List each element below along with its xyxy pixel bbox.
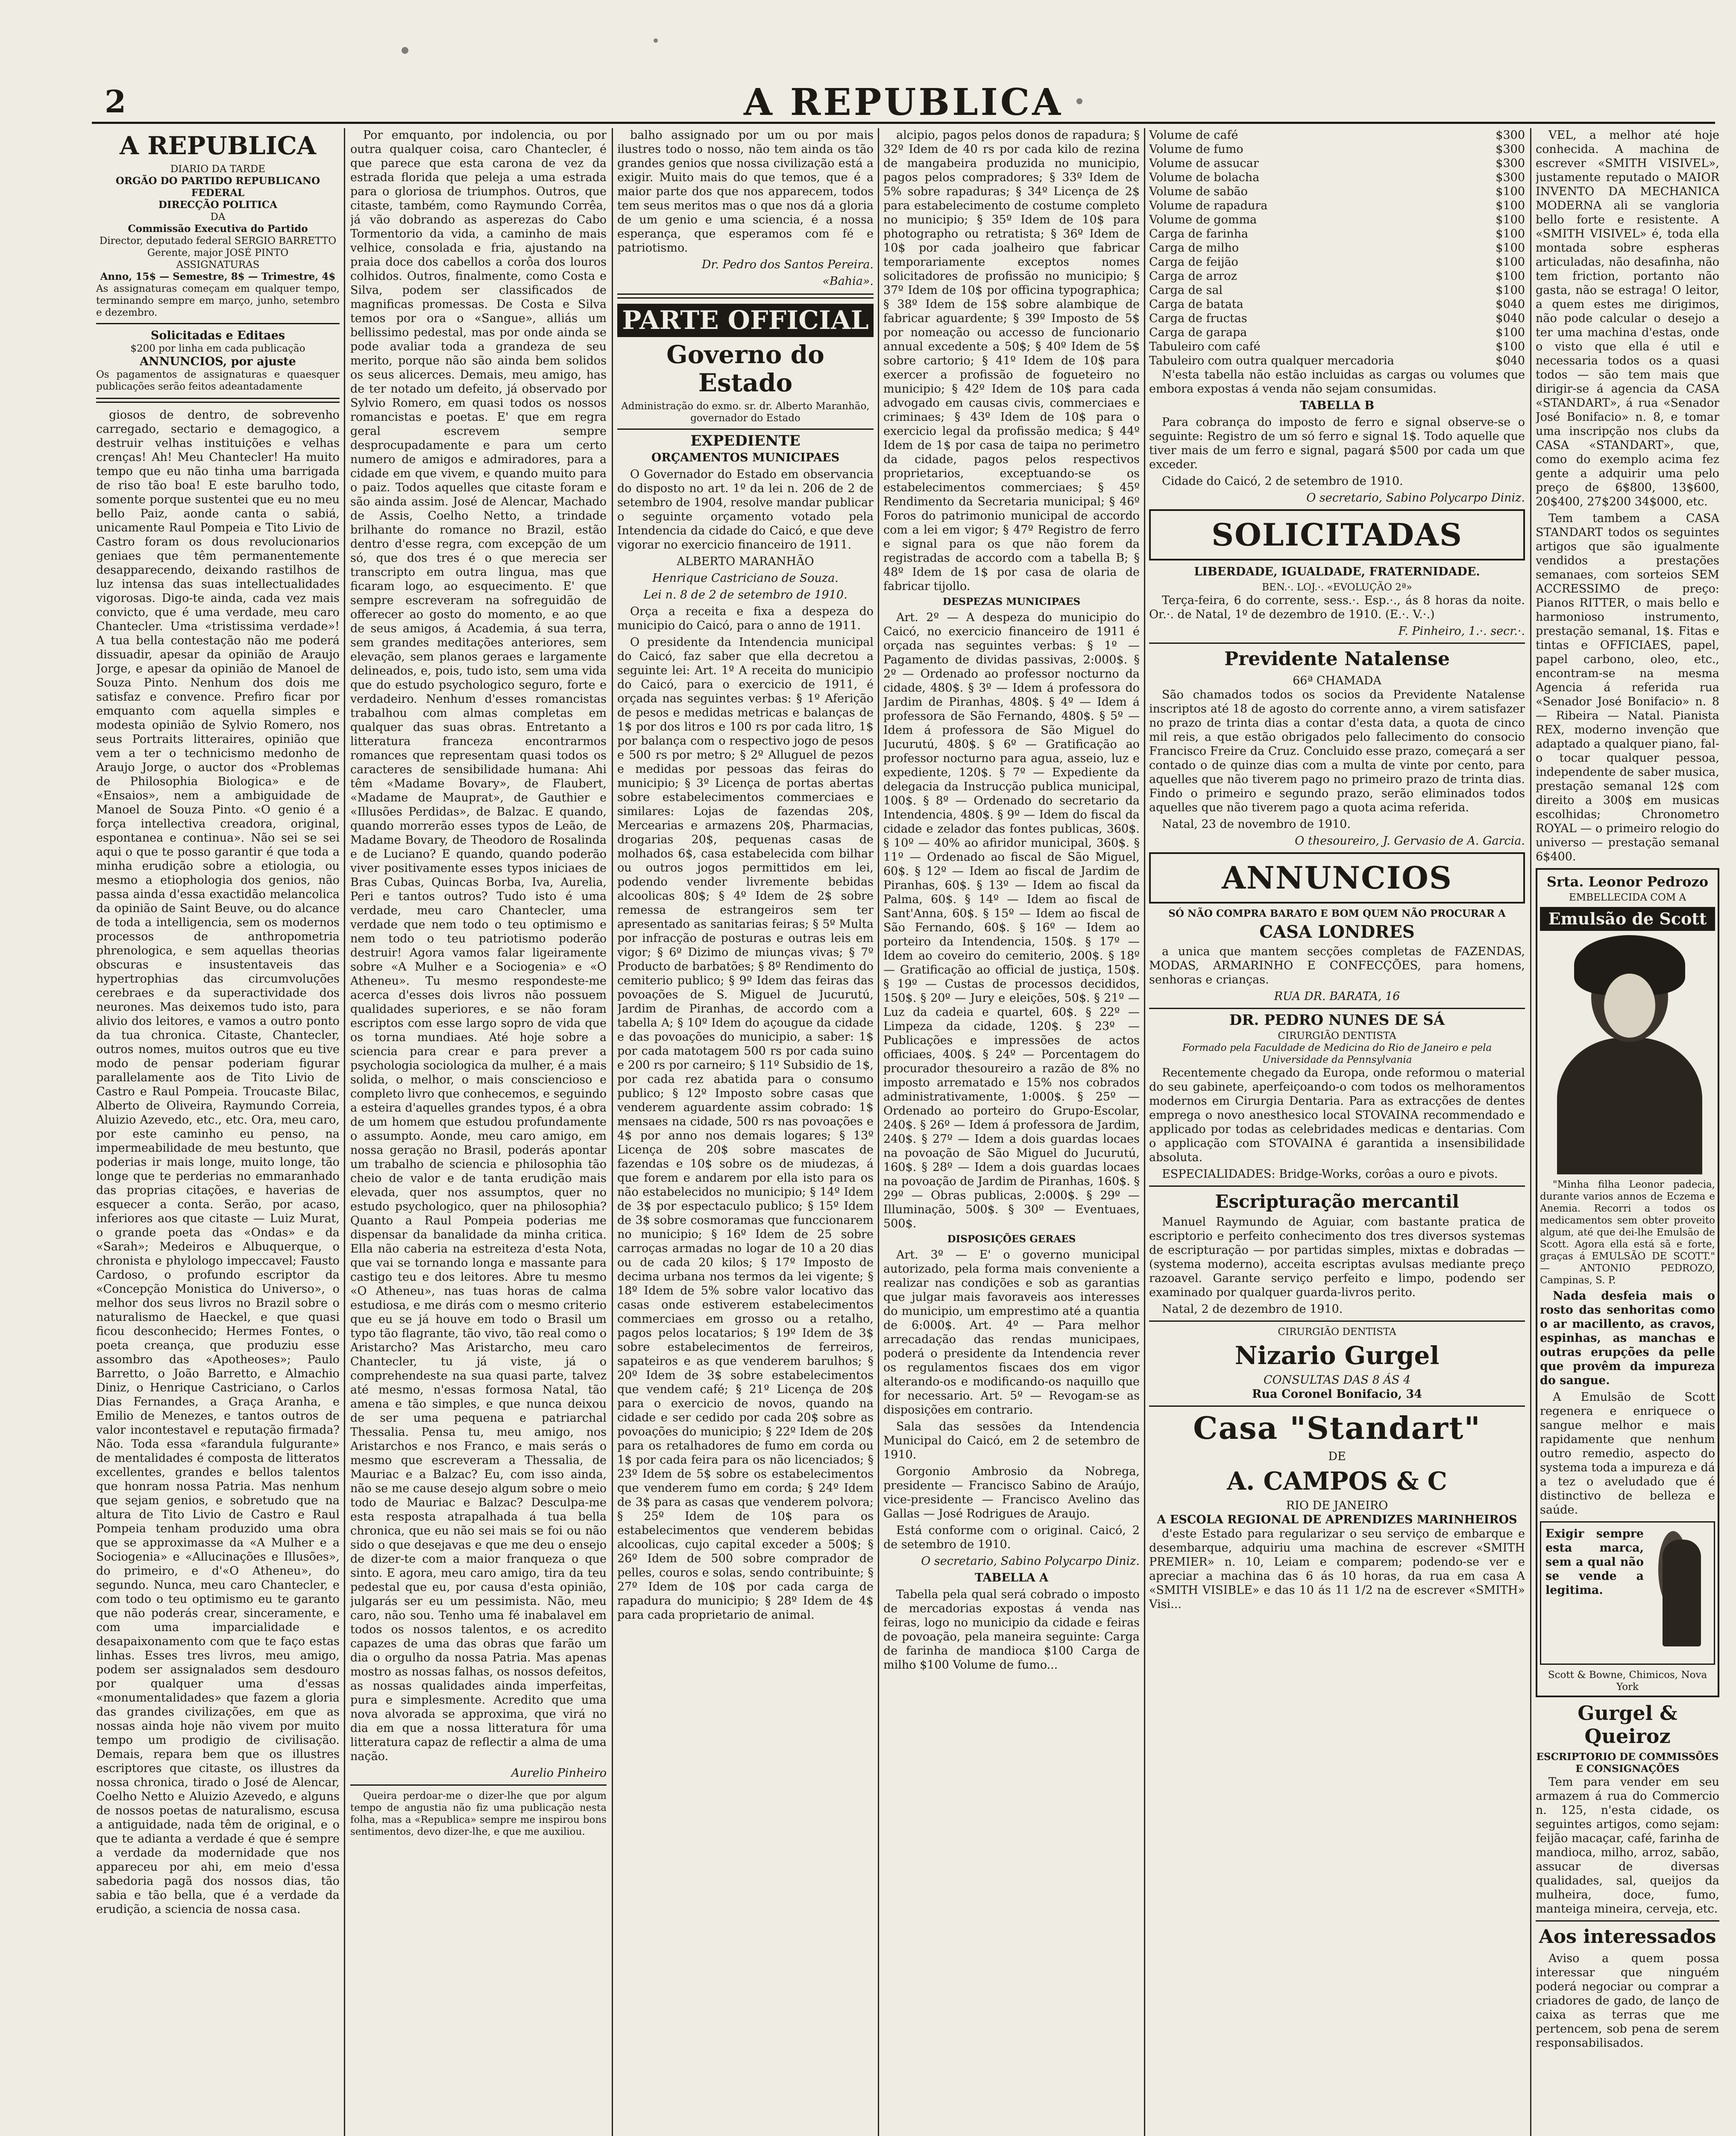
scott-warning: Exigir sempre esta marca, sem a qual não se vende a legitima. (1545, 1527, 1644, 1597)
tariff-row (1149, 283, 1525, 297)
escola-title: A ESCOLA REGIONAL DE APRENDIZES MARINHEIROS (1157, 1513, 1517, 1526)
gurgel-body: Tem para vender em seu armazem á rua do Commercio n. 125, n'esta cidade, os seguintes artigos, como sejam: feijão macaçar, café, farinha de mandioca, milho, arroz, sabão, assucar de diversas qualidades, sal, queijos da mulheira, doce, fumo, manteiga mineira, cerveja, etc. (1536, 1775, 1719, 1916)
page-header (92, 83, 1715, 124)
lodge-name: BEN.·. LOJ.·. «EVOLUÇÃO 2ª» (1262, 582, 1412, 593)
tariff-item: Carga de sal (1149, 284, 1223, 297)
tariff-value: $100 (1496, 199, 1525, 212)
tariff-item: Volume de rapadura (1149, 199, 1268, 212)
table-b-date: Cidade do Caicó, 2 de setembro de 1910. (1162, 475, 1403, 488)
tariff-item: Volume de assucar (1149, 157, 1259, 170)
divider (350, 1784, 607, 1786)
tariff-value: $100 (1496, 255, 1525, 269)
scott-ad (1536, 868, 1719, 1697)
closing-line: Sala das sessões da Intendencia Municipal do Caicó, em 2 de setembro de 1910. (883, 1420, 1140, 1461)
tariff-value: $300 (1496, 129, 1525, 142)
previdente-date: Natal, 23 de novembro de 1910. (1162, 818, 1351, 831)
journal-subtitle: DIARIO DA TARDE (170, 164, 266, 175)
londres-line: SÓ NÃO COMPRA BARATO E BOM QUEM NÃO PROCURAR A (1168, 908, 1506, 919)
dentist-subtitle: Formado pela Faculdade de Medicina do Rio de Janeiro e pela Universidade da Pennsylvania (1182, 1042, 1492, 1065)
previdente-title: Previdente Natalense (1224, 648, 1450, 670)
scott-body: A Emulsão de Scott regenera e enriquece o sangue melhor e mais rapidamente que nenhum outro remedio, aspecto do systema toda a impureza e dá a tez o aveludado que é distinctivo de belleza e saúde. (1540, 1391, 1715, 1517)
aos-body: Aviso a quem possa interessar que ninguém poderá negociar ou comprar a criadores de gado, de lanço de caixa as terras que me pertencem, sob pena de serem responsabilisados. (1536, 1952, 1719, 2050)
column-rule (1530, 128, 1531, 2136)
previdente-sign: O thesoureiro, J. Gervasio de A. Garcia. (1295, 834, 1525, 848)
escripturacao-date: Natal, 2 de dezembro de 1910. (1162, 1303, 1343, 1316)
tariff-item: Carga de fructas (1149, 312, 1247, 325)
tariff-item: Carga de arroz (1149, 270, 1237, 283)
tariff-row (1149, 326, 1525, 340)
tariff-note: N'esta tabella não estão incluidas as cargas ou volumes que embora expostas á venda não sejam consumidas. (1149, 368, 1525, 396)
tariff-value: $100 (1496, 340, 1525, 353)
lodge-body: Terça-feira, 6 do corrente, sess.·. Esp.·., ás 8 horas da noite. Or.·. de Natal, 1º de dezembro de 1910. (E.·. V.·.) (1149, 594, 1525, 621)
subscription-prices: Anno, 15$ — Semestre, 8$ — Trimestre, 4$ (100, 271, 336, 282)
page-number: 2 (105, 83, 126, 120)
column-4 (883, 128, 1140, 2136)
divider (617, 293, 874, 299)
scott-name: Srta. Leonor Pedrozo (1546, 874, 1709, 890)
dentist-specialties: ESPECIALIDADES: Bridge-Works, corôas a ouro e pivots. (1162, 1168, 1498, 1181)
tariff-row (1149, 142, 1525, 156)
tariff-item: Volume de gomma (1149, 213, 1257, 226)
tariff-row (1149, 128, 1525, 142)
scott-trademark-emblem (1540, 1521, 1715, 1665)
decree-text: O Governador do Estado em observancia do disposto no art. 1º da lei n. 206 de 2 de setembro de 1904, resolve mandar publicar o seguinte orçamento votado pela Intendencia da cidade do Caicó, e que deve vigorar no exercicio financeiro de 1911. (617, 468, 874, 552)
tariff-item: Carga de milho (1149, 241, 1239, 255)
tariff-row (1149, 311, 1525, 326)
tariff-row (1149, 213, 1525, 227)
scott-footer: Scott & Bowne, Chimicos, Nova York (1548, 1669, 1707, 1693)
org-line: Commissão Executiva do Partido (128, 223, 308, 235)
tariff-row (1149, 199, 1525, 213)
standart-sub: DE (1328, 1450, 1346, 1463)
tariff-value: $100 (1496, 241, 1525, 255)
tariff-value: $040 (1496, 312, 1525, 325)
gurgel-subtitle: ESCRIPTORIO DE COMMISSÕES E CONSIGNAÇÕES (1536, 1751, 1719, 1775)
law-line: Lei n. 8 de 2 de setembro de 1910. (643, 588, 847, 601)
article-signature: Dr. Pedro dos Santos Pereira. (701, 258, 874, 271)
footnote: Queira perdoar-me o dizer-lhe que por algum tempo de angustia não fiz uma publicação nesta folha, mas a «Republica» sempre me inspirou bons sentimentos, devo dizer-lhe, e que me auxiliou. (350, 1790, 607, 1837)
divider (1149, 1008, 1525, 1009)
scott-tag: EMBELLECIDA COM A (1569, 892, 1686, 903)
tariff-row (1149, 340, 1525, 354)
expenses-body: Art. 2º — A despeza do municipio do Caicó, no exercicio financeiro de 1911 é orçada nas seguintes verbas: § 1º — Pagamento de dividas passivas, 2:000$. § 2º — Ordenado ao professor nocturno da cidade, 480$. § 3º — Idem á professora do Jardim de Piranhas, 480$. § 4º — Idem á professora de São Fernando, 480$. § 5º — Idem á professora de São Miguel do Jucurutú, 480$. § 6º — Gratificação ao professor nocturno para agua, asseio, luz e expediente, 120$. § 7º — Expediente da delegacia da Instrucção publica municipal, 100$. § 8º — Ordenado do secretario da Intendencia, 480$. § 9º — Idem do fiscal da cidade e zelador das fontes publicas, 360$. § 10º — 40% ao afiridor municipal, 360$. § 11º — Ordenado ao fiscal de São Miguel, 60$. § 12º — Idem ao fiscal de Jardim de Piranhas, 60$. § 13º — Idem ao fiscal da Palma, 60$. § 14º — Idem ao fiscal de Sant'Anna, 60$. § 15º — Idem ao fiscal de São Fernando, 60$. § 16º — Idem ao porteiro da Intendencia, 150$. § 17º — Idem ao coveiro do cemiterio, 200$. § 18º — Gratificação ao official de justiça, 150$. § 19º — Custas de processos decididos, 150$. § 20º — Jury e eleições, 50$. § 21º — Luz da cadeia e quartel, 60$. § 22º — Limpeza da cidade, 120$. § 23º — Publicações e impressões de actos officiaes, 400$. § 24º — Porcentagem do procurador thesoureiro a razão de 8% no imposto arrematado e 15% nos cobrados administrativamente, 1:000$. § 25º — Ordenado ao porteiro do Grupo-Escolar, 240$. § 26º — Idem á professora de Jardim, 240$. § 27º — Idem a dois guardas locaes na povoação de São Miguel do Jucurutú, 160$. § 28º — Idem a dois guardas locaes na povoação de Jardim de Piranhas, 160$. § 29º — Obras publicas, 2:000$. § 29º — Illuminação, 500$. § 30º — Eventuaes, 500$. (883, 611, 1140, 1230)
solicitadas-title: SOLICITADAS (1211, 516, 1463, 553)
column-1 (96, 128, 340, 2136)
section-title: ORÇAMENTOS MUNICIPAES (651, 451, 840, 464)
table-b-title: TABELLA B (1299, 399, 1375, 412)
tariff-item: Tabuleiro com café (1149, 340, 1261, 353)
expediente-title: EXPEDIENTE (690, 432, 801, 449)
scott-quote: "Minha filha Leonor padecia, durante varios annos de Eczema e Anemia. Recorri a todos os medicamentos sem obter proveito algum, até que dei-lhe Emulsão de Scott. Agora ella está sã e forte, graças á EMULSÃO DE SCOTT." — ANTONIO PEDROZO, Campinas, S. P. (1540, 1179, 1715, 1286)
column-2 (350, 128, 607, 2136)
tariff-item: Carga de farinha (1149, 227, 1248, 241)
general-provisions-title: DISPOSIÇÕES GERAES (947, 1233, 1076, 1245)
column-3 (617, 128, 874, 2136)
column-5 (1149, 128, 1525, 2136)
tariff-row (1149, 269, 1525, 283)
tariff-value: $100 (1496, 284, 1525, 297)
tariff-item: Tabuleiro com outra qualquer mercadoria (1149, 354, 1394, 367)
annuncios-title: ANNUNCIOS (1222, 860, 1452, 896)
londres-body: a unica que mantem secções completas de FAZENDAS, MODAS, ARMARINHO E CONFECÇÕES, para homens, senhoras e crianças. (1149, 945, 1525, 986)
countersigned: Henrique Castriciano de Souza. (652, 572, 839, 585)
table-b-body: Para cobrança do imposto de ferro e signal observe-se o seguinte: Registro de um só ferro e signal 1$. Todo aquelle que tiver mais de um ferro e signal, pagará $500 por cada um que exceder. (1149, 416, 1525, 471)
tariff-value: $300 (1496, 143, 1525, 156)
journal-title: A REPUBLICA (120, 131, 316, 160)
solicitadas-box (1149, 509, 1525, 560)
divider (1149, 1405, 1525, 1407)
tariff-item: Carga de feijão (1149, 255, 1238, 269)
solicit-label: Solicitadas e Editaes (150, 329, 285, 342)
article-signature: Aurelio Pinheiro (511, 1766, 607, 1780)
aos-title: Aos interessados (1539, 1926, 1716, 1948)
tariff-value: $040 (1496, 354, 1525, 367)
table-b-sign: O secretario, Sabino Polycarpo Diniz. (1306, 491, 1525, 505)
standart-body: Tem tambem a CASA STANDART todos os seguintes artigos que são igualmente vendidos a prestações semanaes, com sorteios SEM ACCRESSIMO de preço: Pianos RITTER, o mais bello e harmonioso instrumento, prestação semanal, 1$. Fitas e tintas e OFFICIAES, papel, papel carbono, oleo, etc., encontram-se na mesma Agencia á referida rua «Senador José Bonifacio» n. 8 — Ribeira — Natal. Pianista REX, moderno invenção que adaptado a qualquer piano, fal-o tocar qualquer pessoa, independente de saber musica, prestação semanal 12$ com direito a 300$ em musicas escolhidas; Chronometro ROYAL — o primeiro relogio do universo — prestação semanal 6$400. (1536, 512, 1719, 863)
org-line: DIRECÇÃO POLITICA (158, 199, 278, 211)
divider (1536, 1920, 1719, 1922)
divider (1149, 643, 1525, 644)
previdente-call: 66ª CHAMADA (1293, 674, 1381, 687)
previdente-body: São chamados todos os socios da Previdente Natalense inscriptos até 18 de agosto do corrente anno, a virem satisfazer no prazo de trinta dias a contar d'esta data, a quota de cinco mil reis, a que estão obrigados pelo fallecimento do consocio Francisco Freire da Cruz. Concluido esse prazo, começará a ser contado o de quinze dias com a multa de vinte por cento, para aquelles que não tiverem pago no primeiro prazo de trinta dias. Findo o primeiro e segundo prazo, serão eliminados todos aquelles que não tiverem pago a quota acima referida. (1149, 688, 1525, 814)
lodge-sign: F. Pinheiro, 1.·. secr.·. (1398, 625, 1525, 638)
nizario-address: Rua Coronel Bonifacio, 34 (1252, 1388, 1422, 1401)
tariff-item: Volume de bolacha (1149, 171, 1260, 184)
tariff-row (1149, 241, 1525, 255)
article-text: giosos de dentro, de sobrevenho carregado, sectario e demagogico, a destruir velhas instituições e velhas crenças! Ah! Meu Chantecler! Ha muito tempo que eu não tinha uma barrigada de riso tão boa! E este barulho todo, somente porque sustentei que eu no meu bello Paiz, aonde canta o sabiá, unicamente Raul Pompeia e Tito Livio de Castro foram os dous revolucionarios geniaes que têm permanentemente desapparecendo, deixando rastilhos de luz intensa das suas intellectualidades vigorosas. Digo-te ainda, cada vez mais convicto, que é uma verdade, meu caro Chantecler. Uma «tristissima verdade»! A tua bella contestação não me poderá dissuadir, apesar da opinião de Araujo Jorge, e apesar da opinião de Manoel de Souza Pinto. Nenhum dos dois me satisfaz e convence. Prefiro ficar por emquanto com aquella simples e modesta opinião de Sylvio Romero, nos seus Portraits litteraires, opinião que vem a ter o technicismo medonho de Araujo Jorge, o auctor dos «Problemas de Philosophia Biologica» e de «Ensaios», nem a ambiguidade de Manoel de Souza Pinto. «O genio é a força intellectiva creadora, original, espontanea e continua». Não sei se sei aqui o que te posso garantir é que toda a minha erudição sobre a etiologia, ou mesmo a etiophologia dos genios, não passa ainda d'essa exactidão melancolica da opinião de Saint Beuve, ou do alcance de toda a intelligencia, sem os modernos processos de anthropometria phrenologica, e sem aquellas theorias obscuras e insustentaveis das hypertrophias das circumvoluções cerebraes e da superactividade dos neurones. Mas deixemos tudo isto, para alivio dos leitores, e vamos a outro ponto da tua chronica. Citaste, Chantecler, outros nomes, muitos outros que eu tive modo de pensar poderiam figurar parallelamente aos de Tito Livio de Castro e Raul Pompeia. Troucaste Bilac, Alberto de Oliveira, Raymundo Correia, Aluizio Azevedo, etc., etc. Ora, meu caro, por este caminho eu penso, na impermeabilidade de meu bestunto, que poderias ir mais longe, muito longe, tão longe que te perderias no emmaranhado das proprias citações, e haverias de esquecer a conta. Serão, por acaso, inferiores aos que citaste — Luiz Murat, o grande poeta das «Ondas» e da «Sarah»; Medeiros e Albuquerque, o chronista e phylologo impeccavel; Fausto Cardoso, o profundo escriptor da «Concepção Monistica do Universo», o melhor dos seus livros no Brazil sobre o naturalismo de Haeckel, e que quasi ficou desconhecido; Hermes Fontes, o poeta creança, que produziu esse assombro das «Apotheoses»; Paulo Barretto, o João Barretto, e Almachio Diniz, o Henrique Castriciano, o Carlos Dias Fernandes, a Graça Aranha, e Emilio de Menezes, e tantos outros de valor incontestavel e reputação firmada? Não. Toda essa «farandula fulgurante» de mentalidades é composta de litteratos excellentes, grandes e bellos talentos que honram nossa Patria. Mas nenhum que sejam genios, e sobretudo que na altura de Tito Livio de Castro e Raul Pompeia tenham produzido uma obra que se approximasse da «A Mulher e a Sociogenia» e «Allucinações e Illusões», do primeiro, e d'«O Atheneu», do segundo. Nunca, meu caro Chantecler, e com todo o teu optimismo eu te garanto que não poderás crear, sinceramente, e com uma imparcialidade e desapaixonamento com que te faço estas linhas. Esses tres livros, meu amigo, podem ser assignalados sem desdouro por qualquer uma d'essas «monumentalidades» que fazem a gloria das grandes civilizações, em que as nossas ainda hoje não vivem por muito tempo um prodigio de civilisação. Demais, repara bem que os illustres escriptores que citaste, os illustres da nossa chronica, tirado o José de Alencar, Coelho Netto e Aluizio Azevedo, e alguns de nossos poetas de naturalismo, escusa a antiguidade, nada têm de original, e o que te adianta a verdade é que é sempre a verdade da modernidade que nos appareceu por ahi, em meio d'essa sabedoria pagã dos nossos dias, tão sabia e tão bella, que é a verdade da erudição, a sciencia de nossa casa. (96, 408, 340, 1916)
tariff-table (1149, 128, 1525, 368)
subscriptions-title: ASSIGNATURAS (176, 259, 260, 270)
subscription-note: As assignaturas começam em qualquer tempo, terminando sempre em março, junho, setembro e dezembro. (96, 283, 340, 318)
article-signature-place: «Bahia». (822, 275, 874, 288)
escola-body: d'este Estado para regularizar o seu serviço de embarque e desembarque, adquiriu uma machina de escrever «SMITH PREMIER» n. 10, Leiam e comparem; podendo-se ver e apreciar a machina das 6 ás 10 horas, da rua em casa A «SMITH VISIBLE» e das 10 ás 11 1/2 na de escrever «SMITH» Visi... (1149, 1527, 1525, 1611)
org-line: DA (210, 211, 226, 223)
divider (96, 323, 340, 324)
portrait-illustration (1540, 935, 1715, 1174)
tariff-item: Carga de garapa (1149, 326, 1247, 339)
divider (1149, 1185, 1525, 1187)
campos-city: RIO DE JANEIRO (1286, 1499, 1388, 1512)
tariff-item: Volume de fumo (1149, 143, 1243, 156)
expenses-title: DESPEZAS MUNICIPAES (942, 596, 1081, 607)
signed-by: ALBERTO MARANHÃO (677, 555, 814, 568)
column-6 (1536, 128, 1719, 2136)
tariff-value: $100 (1496, 270, 1525, 283)
nizario-name: Nizario Gurgel (1235, 1341, 1440, 1370)
tariff-item: Carga de batata (1149, 298, 1243, 311)
law-body: O presidente da Intendencia municipal do Caicó, faz saber que ella decretou a seguinte lei: Art. 1º A receita do municipio do Caicó, para o exercicio de 1911, é orçada nas seguintes verbas: § 1º Aferição de pesos e medidas metricas e balanças de 1$ por dos litros e 100 rs por cada litro, 1$ por balança com o respectivo jogo de pesos e 500 rs por metro; § 2º Alluguel de pezos e medidas por pessoas das feiras do municipio; § 3º Licença de portas abertas sobre estabelecimentos commerciaes e similares: Lojas de fazendas 20$, Mercearias e armazens 20$, Pharmacias, drogarias 20$, pequenas casas de molhados 6$, casa estabelecida com bilhar ou outros jogos permittidos em lei, podendo vender livremente bebidas alcoolicas 80$; § 4º Idem de 2$ sobre remessa de estrangeiros sem ter apresentado as sanitarias feiras; § 5º Multa por infracção de posturas e outras leis em vigor; § 6º Dizimo de miunças vivas; § 7º Producto de barbatões; § 8º Rendimento do cemiterio publico; § 9º Idem das feiras das povoações de S. Miguel de Jucurutú, Jardim de Piranhas, de accordo com a tabella A; § 10º Idem do açougue da cidade e das povoações do municipio, a saber: 1$ por cada matotagem 500 rs por cada suino e 200 rs por carneiro; § 11º Subsidio de 1$, por cada rez abatida para o consumo publico; § 12º Imposto sobre casas que venderem aguardente assim cobrado: 1$ mensaes na cidade, 500 rs nas povoações e 4$ por anno nos demais logares; § 13º Licença de 20$ sobre mascates de fazendas e 10$ sobre os de miudezas, á que forem e andarem por ella isto para os não estabelecidos no municipio; § 14º Idem de 3$ por espectaculo publico; § 15º Idem de 3$ sobre cosmoramas que funccionarem no municipio; § 16º Idem de 25 sobre carroças armadas no logar de 10 a 20 dias ou de cada 20 kilos; § 17º Imposto de decima urbana nos termos da lei vigente; § 18º Idem de 5% sobre valor locativo das casas onde estiverem estabelecimentos commerciaes em grosso ou a retalho, pagos pelos locatarios; § 19º Idem de 3$ sobre estabelecimentos de ferreiros, sapateiros e as que venderem barulhos; § 20º Idem de 3$ sobre estabelecimentos que vendem café; § 21º Licença de 20$ para o exercicio de novos, quando na cidade e ser cedido por cada 20$ sobre as povoações do municipio; § 22º Idem de 20$ para os retalhadores de fumo em corda ou 1$ por cada feira para os não licenciados; § 23º Idem de 5$ sobre os estabelecimentos que venderem fumo em corda; § 24º Idem de 3$ para as casas que venderem polvora; § 25º Idem de 10$ para os estabelecimentos que venderem bebidas alcoolicas, cujo capital exceder a 500$; § 26º Idem de 500 sobre comprador de pelles, couros e solas, sendo contribuinte; § 27º Idem de 10$ por cada carga de rapadura do municipio; § 28º Idem de 4$ para cada proprietario de animal. (617, 636, 874, 1622)
tariff-row (1149, 227, 1525, 241)
divider (96, 398, 340, 403)
law-body-continued: alcipio, pagos pelos donos de rapadura; § 32º Idem de 40 rs por cada kilo de rezina de mangabeira produzida no municipio, pagos pelos compradores; § 33º Idem de 5% sobre rapaduras; § 34º Licença de 2$ para estabelecimento de costume completo no municipio; § 35º Idem de 10$ para photographo ou retratista; § 36º Idem de 10$ por cada joalheiro que fabricar temporariamente exceptos nomes solicitadores de profissão no municipio; § 37º Idem de 10$ por officina typographica; § 38º Idem de 15$ sobre alambique de fabricar aguardente; § 39º Imposto de 5$ por nomeação ou accesso de funcionario annual excedente a 50$; § 40º Idem de 5$ sobre cartorio; § 41º Idem de 10$ para exercer a profissão de fogueteiro no municipio; § 42º Idem de 10$ para cada advogado em causas civis, commerciaes e criminaes; § 43º Idem de 10$ para o exercicio legal da profissão medica; § 44º Idem de 1$ por casa de taipa no perimetro da cidade, pagos pelos respectivos proprietarios, exceptuando-se os estabelecimentos commerciaes; § 45º Rendimento da Secretaria municipal; § 46º Foros do patrimonio municipal de accordo com a lei em vigor; § 47º Registro de ferro e signal para os que não forem da registradas de accordo com a tabella B; § 48º Idem de 1$ por casa de olaria de fabricar tijollo. (883, 129, 1140, 593)
londres-name: CASA LONDRES (1259, 922, 1415, 942)
column-rule (878, 128, 879, 2136)
tariff-value: $040 (1496, 298, 1525, 311)
gurgel-title: Gurgel & Queiroz (1578, 1702, 1677, 1748)
official-section-title: PARTE OFFICIAL (617, 304, 874, 337)
tariff-value: $100 (1496, 213, 1525, 226)
table-a-body: Tabella pela qual será cobrado o imposto de mercadorias expostas á venda nas feiras, logo no municipio da cidade e feiras de povoação, pela maneira seguinte: Carga de farinha de mandioca $100 Carga de milho $100 Volume de fumo... (883, 1588, 1140, 1672)
column-rule (344, 128, 345, 2136)
solicit-price: $200 por linha em cada publicação (130, 343, 305, 354)
scan-speck (402, 47, 408, 54)
director-line: Director, deputado federal SERGIO BARRETTO (99, 235, 337, 246)
scott-mid: Nada desfeia mais o rosto das senhoritas como o ar macillento, as cravos, espinhas, as manchas e outras erupções da pelle que provêm da impureza do sangue. (1540, 1289, 1715, 1387)
nizario-role: CIRURGIÃO DENTISTA (1278, 1326, 1396, 1338)
nizario-hours: CONSULTAS DAS 8 ÁS 4 (1263, 1373, 1411, 1387)
dentist-body: Recentemente chegado da Europa, onde reformou o material do seu gabinete, aperfeiçoando-o com todos os melhoramentos modernos em Cirurgia Dentaria. Para as extracções de dentes emprega o novo anesthesico local STOVAINA recommendado e applicado por todas as celebridades medicas e dentarias. Com o applicação com STOVAINA é garantida a insensibilidade absoluta. (1149, 1066, 1525, 1164)
dentist-role: CIRURGIÃO DENTISTA (1278, 1030, 1396, 1042)
tariff-row (1149, 170, 1525, 185)
tariff-value: $300 (1496, 171, 1525, 184)
signatories: Gorgonio Ambrosio da Nobrega, presidente — Francisco Sabino de Araújo, vice-presidente — Francisco Avelino das Gallas — José Rodrigues de Araujo. (883, 1465, 1140, 1520)
government-title: Governo do Estado (666, 340, 824, 397)
standart-title: Casa "Standart" (1193, 1410, 1481, 1446)
general-provisions-body: Art. 3º — E' o governo municipal autorizado, pela forma mais conveniente a realizar nas condições e sob as garantias que julgar mais favoraveis aos interesses do municipio, um emprestimo até a quantia de 6:000$. Art. 4º — Para melhor arrecadação das rendas municipaes, poderá o presidente da Intendencia rever os regulamentos fiscaes dos em vigor alterando-os e modificando-os naquillo que for necessario. Art. 5º — Revogam-se as disposições em contrario. (883, 1248, 1140, 1417)
manager-line: Gerente, major JOSÉ PINTO (147, 247, 289, 258)
article-text: Por emquanto, por indolencia, ou por outra qualquer coisa, caro Chantecler, é que parece que esta carona de vez da estrada florida que peleja a uma estrada para o gloriosa de triumphos. Outros, que citaste, também, como Raymundo Corrêa, já vão dobrando as asperezas do Cabo Tormentorio da vida, a caminho de mais velhice, consolada e fria, ajustando na praia doce dos cabellos a corôa dos louros colhidos. Outros, finalmente, como Costa e Silva, podem ser classificados de magnificas promessas. De Costa e Silva temos por ora o «Sangue», alliás um bellissimo pedestal, mas por onde ainda se pode avaliar toda a grandeza de seu merito, porque não são ainda bem solidos os seus alicerces. Demais, meu amigo, has de ter notado um defeito, já observado por Sylvio Romero, em quasi todos os nossos romancistas e poetas. E' que em regra geral escrevem sempre desprocupadamente e para um certo numero de amigos e admiradores, para a cidade em que vivem, e quando muito para o paiz. Todos aquelles que citaste foram e são ainda assim. José de Alencar, Machado de Assis, Coelho Netto, a trindade brilhante do romance no Brazil, estão dentro d'esse regra, com excepção de um só, que dos tres é o que merecia ser transcripto em outra lingua, mas que ficaram logo, ao esquecimento. E' que sempre escreveram na sofreguidão de offerecer ao gosto do momento, e ao que de seus amigos, á Academia, á sua terra, sem grandes meditações anteriores, sem elevação, sem planos geraes e largamente delineados, e, pois, tudo isto, sem uma vida que do estudo psychologico seguro, forte e verdadeiro. Nenhum d'esses romancistas trabalhou com almas completas em qualquer das suas obras. Entretanto a litteratura franceza encontrarmos romances que representam quasi todos os caracteres de sensibilidade humana: Ahi têm «Madame Bovary», de Flaubert, «Madame de Mauprat», de Gauthier e «Illusões Perdidas», de Balzac. E quando, quando morrerão esses typos de Leão, de Madame Bovary, de Theodoro de Rosalinda e de Luciano? E quando, quando poderão viver positivamente esses typos iniciaes de Bras Cubas, Quincas Borba, Iva, Aurelia, Peri e tantos outros? Tudo isto é uma verdade, meu caro Chantecler, uma verdade que nem todo o teu optimismo e nem todo o teu patriotismo poderão destruir! Agora vamos falar ligeiramente sobre «A Mulher e a Sociogenia» e «O Atheneu». Tu mesmo respondeste-me acerca d'esses dois livros não possuem qualidades superiores, e se não foram escriptos com esse largo sopro de vida que os torna mundiaes. Até hoje sobre a sciencia para crear e para prever a psychologia sociologica da mulher, é a mais solida, o melhor, o mais consciencioso e completo livro que conhecemos, e seguindo a esteira d'aquelles grandes typos, é a obra de um homem que estudou profundamente o assumpto. Aonde, meu caro amigo, em nossa geração no Brasil, poderás apontar um trabalho de sciencia e philosophia tão cheio de valor e de tanta erudição mais elevada, quer nos assumptos, quer no estudo psychologico, quer na philosophia? Quanto a Raul Pompeia poderias me dispensar da banalidade da minha critica. Ella não caberia na estreiteza d'esta Nota, que vai se tornando longa e massante para castigo teu e dos leitores. Abre tu mesmo «O Atheneu», nas tuas horas de calma estudiosa, e me dirás com o mesmo criterio que eu se já houve em todo o Brasil um typo tão flagrante, tão vivo, tão real como o Aristarcho? Mas Aristarcho, meu caro Chantecler, tu já viste, já o comprehendeste na sua quasi parte, talvez até mesmo, n'essas formosa Natal, tão amena e tão simples, e que nunca deixou de ser uma pequena e patriarchal Thessalia. Pensa tu, meu amigo, nos Aristarchos e nos Franco, e mais serás o mesmo que escreveram a Thessalia, de Mauriac e a Balzac? Eu, com isso ainda, não se me cause desejo algum sobre o meio todo de Mauriac e Balzac? Desculpa-me esta resposta atrapalhada á tua bella chronica, que eu não sei mais se foi ou não sido o que desejavas e que me deu o ensejo de dizer-te com a maior franqueza o que sinto. E agora, meu caro amigo, tira da teu pedestal que eu, por causa d'esta opinião, julgarás ser eu um pessimista. Não, meu caro, não sou. Tenho uma fé inabalavel em todos os nossos talentos, e os acredito capazes de uma das obras que farão um dia o orgulho da nossa Patria. Mas apenas mostro as nossas falhas, os nossos defeitos, as nossas qualidades ainda imperfeitas, pura e simplesmente. Acredito que uma nova alvorada se approxima, que virá no dia em que a nossa litteratura fôr uma litteratura capaz de reflectir a alma de uma nação. (350, 129, 607, 1763)
column-rule (1144, 128, 1145, 2136)
tariff-value: $100 (1496, 326, 1525, 339)
administration-line: Administração do exmo. sr. dr. Alberto Maranhão, governador do Estado (621, 401, 870, 424)
tariff-value: $100 (1496, 227, 1525, 241)
tariff-row (1149, 185, 1525, 199)
divider (617, 428, 874, 430)
solicitadas-motto: LIBERDADE, IGUALDADE, FRATERNIDADE. (1194, 565, 1480, 578)
tariff-item: Volume de sabão (1149, 185, 1248, 198)
tariff-row (1149, 156, 1525, 170)
tariff-row (1149, 255, 1525, 269)
law-title: Orça a receita e fixa a despeza do municipio do Caicó, para o anno de 1911. (617, 605, 874, 632)
campos-title: A. CAMPOS & C (1227, 1467, 1447, 1496)
ads-title: ANNUNCIOS, por ajuste (140, 355, 296, 368)
tariff-value: $300 (1496, 157, 1525, 170)
article-text: balho assignado por um ou por mais ilustres todo o nosso, não tem ainda os tão grandes genios que nossa civilização está a exigir. Muito mais do que temos, que é a maior parte dos que nos apparecem, todos tem seus meritos mas o que nos dá a gloria de um genio e uma sciencia, é a nossa esperança, que esperamos com fé e patriotismo. (617, 129, 874, 255)
annuncios-box (1149, 852, 1525, 904)
tariff-row (1149, 354, 1525, 368)
scan-speck (654, 38, 658, 43)
ads-note: Os pagamentos de assignaturas e quaesquer publicações serão feitos adeantadamente (96, 369, 340, 392)
newspaper-masthead: A REPUBLICA (744, 81, 1063, 124)
tariff-value: $100 (1496, 185, 1525, 198)
column-rule (612, 128, 613, 2136)
scott-product: Emulsão de Scott (1540, 907, 1715, 931)
escripturacao-title: Escripturação mercantil (1215, 1191, 1459, 1212)
escripturacao-body: Manuel Raymundo de Aguiar, com bastante pratica de escriptorio e perfeito conhecimento dos tres diversos systemas de escripturação — por partidas simples, mixtas e dobradas — (systema moderno), acceita escriptas avulsas mediante preço razoavel. Garante serviço perfeito e limpo, podendo ser examinado por qualquer guarda-livros perito. (1149, 1215, 1525, 1299)
tariff-item: Volume de café (1149, 129, 1238, 142)
table-a-title: TABELLA A (974, 1571, 1049, 1584)
dentist-name: DR. PEDRO NUNES DE SÁ (1229, 1012, 1445, 1029)
tariff-row (1149, 297, 1525, 311)
conformity-line: Está conforme com o original. Caicó, 2 de setembro de 1910. (883, 1524, 1140, 1551)
smith-body: VEL, a melhor até hoje conhecida. A machina de escrever «SMITH VISIVEL», justamente reputado o MAIOR INVENTO DA MECHANICA MODERNA ali se vangloria bello forte e resistente. A «SMITH VISIVEL» é, toda ella montada sobre espheras articuladas, não desafinha, não tem friction, portanto não gasta, não se estraga! O leitor, a quem estes me dirigimos, não pode calcular o desejo a ter uma machina d'estas, onde o visto que ella é util e necessaria todos os a quasi todos — são tem mais que dirigir-se á agencia da CASA «STANDART», á rua «Senador José Bonifacio» n. 8, e tomar uma inscripção nos clubs da CASA «STANDART», que, como do exemplo acima fez gente a adquirir uma pelo preço de 6$800, 13$600, 20$400, 27$200 34$000, etc. (1536, 129, 1719, 508)
londres-address: RUA DR. BARATA, 16 (1274, 990, 1400, 1003)
org-line: ORGÃO DO PARTIDO REPUBLICANO FEDERAL (115, 175, 320, 199)
divider (1149, 1320, 1525, 1322)
secretary-line: O secretario, Sabino Polycarpo Diniz. (921, 1555, 1140, 1568)
